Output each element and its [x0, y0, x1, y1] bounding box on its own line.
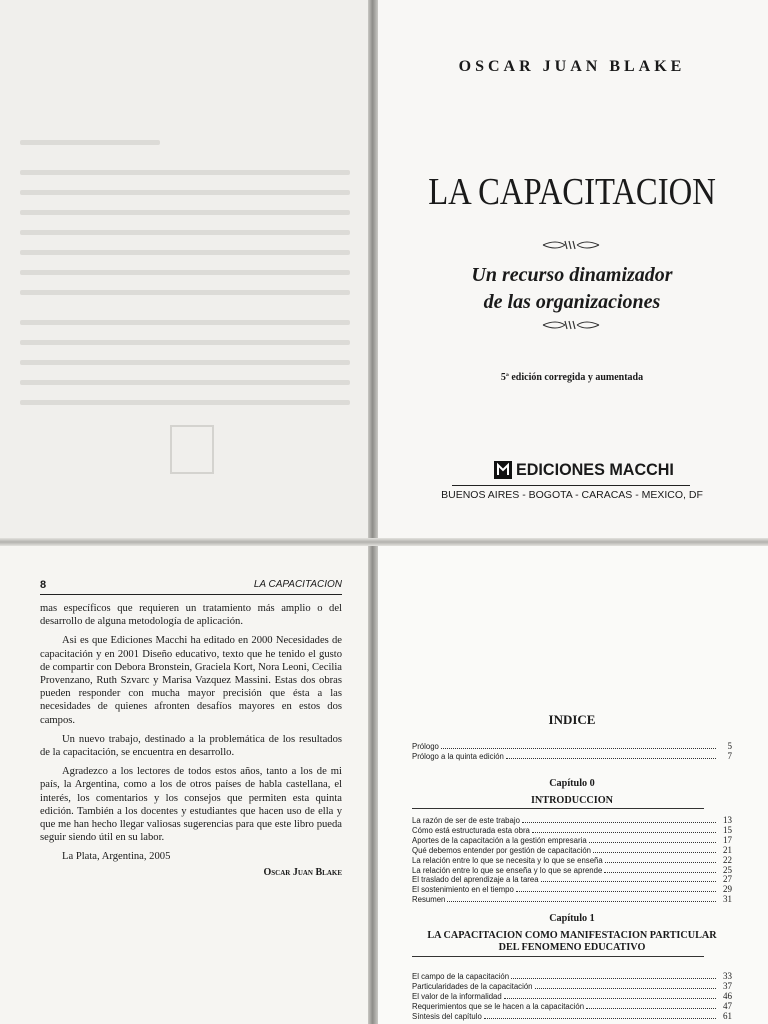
book-author: OSCAR JUAN BLAKE	[458, 58, 686, 75]
chapter-name: LA CAPACITACION COMO MANIFESTACION PARTICULAR	[427, 930, 717, 941]
ornament-icon	[541, 318, 601, 332]
index-entry[interactable]: Aportes de la capacitación a la gestión empresaria 17	[412, 834, 732, 845]
paragraph: Un nuevo trabajo, destinado a la problemática de los resultados de la capacitación, se encuentra en desarrollo.	[40, 733, 342, 759]
subtitle-line: Un recurso dinamizador	[471, 264, 673, 286]
paragraph: mas específicos que requieren un tratamiento más amplio o del desarrollo de alguna metodología de aplicación.	[40, 603, 342, 628]
bleed-through-mark	[20, 270, 350, 275]
index-page	[376, 544, 768, 1024]
bleed-through-mark	[20, 230, 350, 235]
index-entry[interactable]: Prólogo a la quinta edición 7	[412, 750, 732, 761]
chapter-name: DEL FENOMENO EDUCATIVO	[498, 942, 646, 953]
publisher-logo-icon	[494, 461, 512, 479]
paragraph: Asi es que Ediciones Macchi ha editado en 2000 Necesidades de capacitación y en 2001 Diseño educativo, texto que he tenido el gusto de compartir con Debora Bronstein, Graciela Kort, Nora Leoni, Cecilia Provenzano, Ruth Szvarc y Marisa Vazquez Massini. Estas dos obras pueden responder con mucha mayor precisión que ésta a las necesidades de quienes afronten desafíos mayores en estos dos campos.	[40, 635, 342, 726]
book-gutter	[368, 0, 378, 1024]
edition-note: 5ª edición corregida y aumentada	[500, 372, 644, 383]
front-matter-list	[412, 742, 732, 762]
publisher-cities: BUENOS AIRES - BOGOTA - CARACAS - MEXICO, DF	[441, 489, 703, 501]
bleed-through-mark	[20, 210, 350, 215]
ornament-icon	[541, 238, 601, 252]
index-entry[interactable]: Prólogo 5	[412, 741, 732, 751]
page-number: 8	[40, 579, 47, 591]
scan-separator	[0, 538, 768, 546]
bleed-through-mark	[20, 360, 350, 365]
index-entry[interactable]: La relación entre lo que se enseña y lo que se aprende 25	[412, 864, 732, 875]
book-title: LA CAPACITACION	[428, 171, 716, 213]
bleed-through-mark	[20, 400, 350, 405]
paragraph: Agradezco a los lectores de todos estos años, tanto a los de mi país, la Argentina, como a los de otros países de habla castellana, el interés, los comentarios y los consejos que permiten esta quinta edición. También a los docentes y estudiantes que hacen uso de ella y que me han hecho llegar valiosas sugerencias para que este libro pueda seguir siendo útil en su labor.	[40, 766, 342, 844]
bleed-through-mark	[20, 380, 350, 385]
chapter-1-list	[412, 972, 732, 1022]
index-entry[interactable]: Requerimientos que se le hacen a la capacitación 47	[412, 1000, 732, 1011]
book-subtitle	[376, 262, 768, 316]
bleed-through-mark	[20, 340, 350, 345]
header-rule	[40, 594, 342, 595]
title-page	[376, 0, 768, 540]
bleed-through-mark	[20, 190, 350, 195]
bleed-through-mark	[20, 320, 350, 325]
publisher-name: EDICIONES MACCHI	[516, 460, 674, 479]
page-body	[40, 602, 342, 879]
subtitle-line: de las organizaciones	[483, 291, 661, 313]
bleed-through-mark	[20, 140, 160, 145]
index-entry[interactable]: Cómo está estructurada esta obra 15	[412, 824, 732, 835]
chapter-rule	[412, 808, 704, 809]
chapter-0-list	[412, 816, 732, 905]
index-title: INDICE	[548, 712, 596, 727]
index-entry[interactable]: El campo de la capacitación 33	[412, 971, 732, 981]
index-entry[interactable]: El valor de la informalidad 46	[412, 990, 732, 1001]
index-entry[interactable]: El sostenimiento en el tiempo 29	[412, 884, 732, 895]
index-entry[interactable]: Síntesis del capítulo 61	[412, 1010, 732, 1021]
author-signature: Oscar Juan Blake	[263, 866, 342, 878]
index-entry[interactable]: Qué debemos entender por gestión de capacitación 21	[412, 844, 732, 855]
bleed-through-mark	[20, 290, 350, 295]
index-entry[interactable]: Particularidades de la capacitación 37	[412, 980, 732, 991]
chapter-number: Capítulo 0	[549, 778, 595, 789]
index-entry[interactable]: El traslado del aprendizaje a la tarea 27	[412, 874, 732, 885]
running-head: LA CAPACITACION	[253, 579, 342, 590]
bleed-through-mark	[20, 250, 350, 255]
page-8	[0, 544, 372, 1024]
publisher-rule	[452, 485, 690, 486]
index-entry[interactable]: Resumen 31	[412, 894, 732, 905]
blank-verso-page	[0, 0, 372, 540]
bleed-through-mark	[20, 170, 350, 175]
bleed-through-logo	[170, 425, 214, 474]
chapter-rule	[412, 956, 704, 957]
chapter-number: Capítulo 1	[549, 913, 595, 924]
index-entry[interactable]: La razón de ser de este trabajo 13	[412, 815, 732, 825]
index-entry[interactable]: La relación entre lo que se necesita y lo que se enseña 22	[412, 854, 732, 865]
chapter-name: INTRODUCCION	[530, 795, 614, 806]
paragraph: La Plata, Argentina, 2005	[62, 851, 171, 863]
